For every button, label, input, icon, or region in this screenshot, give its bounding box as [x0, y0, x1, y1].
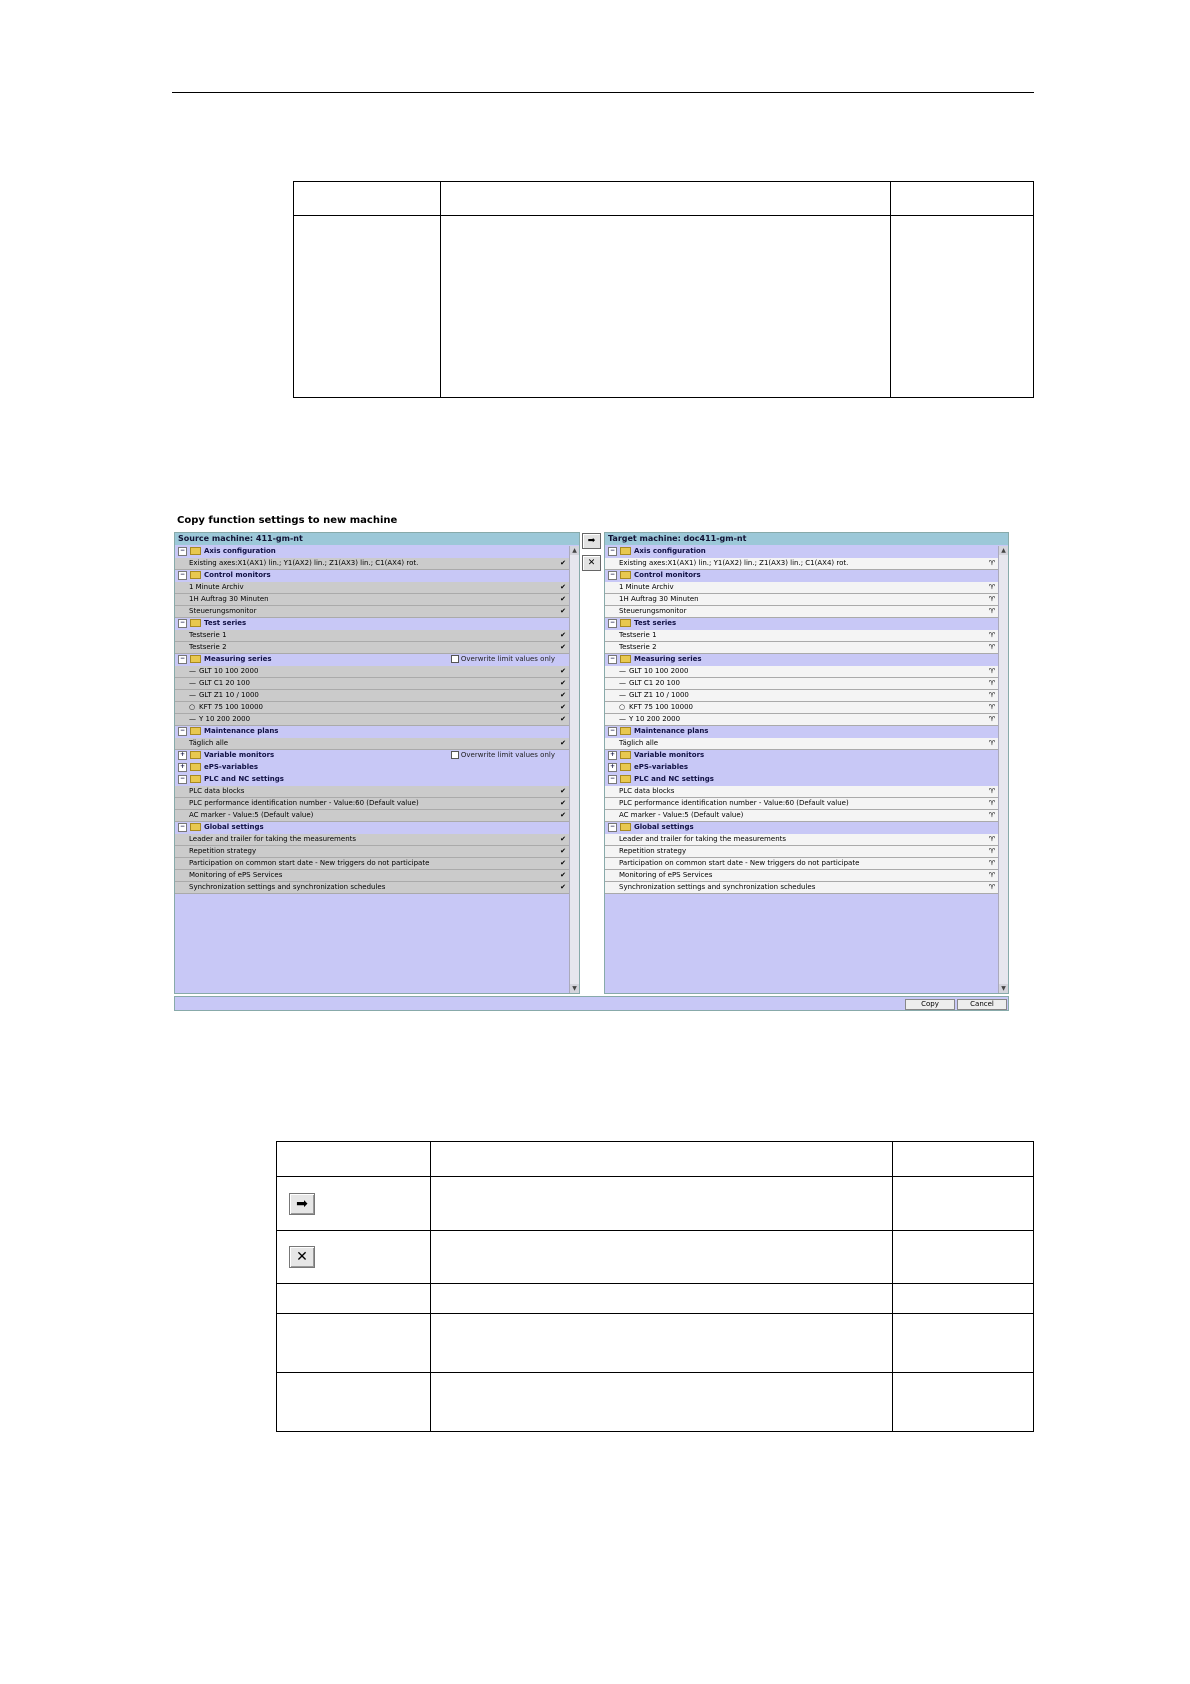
- line-series-icon: —: [619, 715, 626, 723]
- tree-item[interactable]: [605, 666, 998, 678]
- tree-group-label: Measuring series: [204, 655, 272, 663]
- tree-item[interactable]: [605, 858, 998, 870]
- tree-item-label: Synchronization settings and synchronization schedules: [619, 883, 816, 891]
- target-status-icon[interactable]: ♈: [988, 739, 995, 747]
- check-icon[interactable]: ✔: [560, 835, 566, 843]
- folder-icon: [190, 655, 201, 663]
- target-status-icon[interactable]: ♈: [988, 679, 995, 687]
- tree-item[interactable]: [605, 582, 998, 594]
- button-table-cell: [277, 1373, 431, 1432]
- tree-item[interactable]: [175, 630, 569, 642]
- tree-item[interactable]: [175, 714, 569, 726]
- tree-group-label: PLC and NC settings: [634, 775, 714, 783]
- check-icon[interactable]: ✔: [560, 847, 566, 855]
- check-icon[interactable]: ✔: [560, 787, 566, 795]
- collapse-icon[interactable]: −: [179, 546, 186, 554]
- tree-group-label: Global settings: [634, 823, 694, 831]
- target-status-icon[interactable]: ♈: [988, 631, 995, 639]
- tree-item-label: Leader and trailer for taking the measurements: [189, 835, 357, 843]
- scroll-down-icon[interactable]: ▼: [999, 984, 1008, 993]
- tree-item-label: GLT C1 20 100: [199, 679, 250, 687]
- target-tree: [605, 546, 998, 894]
- target-status-icon[interactable]: ♈: [988, 799, 995, 807]
- collapse-icon[interactable]: −: [609, 546, 616, 554]
- scroll-down-icon[interactable]: ▼: [570, 984, 579, 993]
- tree-item[interactable]: [175, 834, 569, 846]
- collapse-icon[interactable]: −: [179, 726, 186, 734]
- tree-item[interactable]: [605, 882, 998, 894]
- folder-icon: [620, 751, 631, 759]
- tree-item[interactable]: [605, 834, 998, 846]
- top-table-cell: [441, 216, 891, 398]
- target-status-icon[interactable]: ♈: [988, 787, 995, 795]
- target-status-icon[interactable]: ♈: [988, 835, 995, 843]
- checkbox-icon[interactable]: [451, 655, 459, 663]
- tree-group-label: Test series: [204, 619, 247, 627]
- tree-group[interactable]: [175, 762, 569, 774]
- target-status-icon[interactable]: ♈: [988, 643, 995, 651]
- source-scrollbar[interactable]: [569, 546, 579, 993]
- line-series-icon: —: [619, 667, 626, 675]
- dialog-title: Copy function settings to new machine: [177, 515, 398, 526]
- target-status-icon[interactable]: ♈: [988, 871, 995, 879]
- tree-item[interactable]: [175, 666, 569, 678]
- collapse-icon[interactable]: −: [609, 654, 616, 662]
- tree-item[interactable]: [175, 798, 569, 810]
- folder-icon: [620, 619, 631, 627]
- target-status-icon[interactable]: ♈: [988, 583, 995, 591]
- checkbox-icon[interactable]: [451, 751, 459, 759]
- tree-item[interactable]: [175, 594, 569, 606]
- tree-item-label: 1H Auftrag 30 Minuten: [189, 595, 269, 603]
- tree-item-label: GLT 10 100 2000: [629, 667, 689, 675]
- tree-group-label: Test series: [634, 619, 677, 627]
- arrow-right-icon: ➡: [289, 1193, 315, 1215]
- dialog-button-bar: [174, 996, 1009, 1011]
- expand-icon[interactable]: +: [179, 750, 186, 758]
- tree-group[interactable]: [175, 546, 569, 558]
- tree-group[interactable]: [605, 654, 998, 666]
- check-icon[interactable]: ✔: [560, 715, 566, 723]
- tree-item[interactable]: [175, 858, 569, 870]
- collapse-icon[interactable]: −: [179, 618, 186, 626]
- folder-icon: [190, 571, 201, 579]
- check-icon[interactable]: ✔: [560, 667, 566, 675]
- copy-settings-dialog: [173, 512, 1009, 1010]
- button-table-cell: [893, 1284, 1034, 1314]
- tree-item[interactable]: [175, 678, 569, 690]
- tree-item-label: GLT Z1 10 / 1000: [199, 691, 259, 699]
- top-table-header-2: [441, 182, 891, 216]
- tree-group[interactable]: [605, 570, 998, 582]
- button-table-cell: [431, 1231, 893, 1284]
- tree-item[interactable]: [605, 786, 998, 798]
- top-table-header-3: [891, 182, 1034, 216]
- tree-group[interactable]: [605, 726, 998, 738]
- tree-item[interactable]: [605, 558, 998, 570]
- tree-group-label: Measuring series: [634, 655, 702, 663]
- collapse-icon[interactable]: −: [609, 726, 616, 734]
- expand-icon[interactable]: +: [609, 762, 616, 770]
- folder-icon: [190, 547, 201, 555]
- overwrite-limit-label: Overwrite limit values only: [460, 655, 555, 663]
- tree-item[interactable]: [175, 558, 569, 570]
- tree-item[interactable]: [175, 786, 569, 798]
- tree-item[interactable]: [605, 738, 998, 750]
- tree-group-label: Control monitors: [204, 571, 271, 579]
- line-series-icon: —: [189, 691, 196, 699]
- tree-item[interactable]: [175, 738, 569, 750]
- top-table-header-1: [294, 182, 441, 216]
- folder-icon: [620, 775, 631, 783]
- tree-item-label: 1 Minute Archiv: [189, 583, 244, 591]
- collapse-icon[interactable]: −: [179, 774, 186, 782]
- copy-arrow-button[interactable]: ➡: [582, 533, 601, 549]
- collapse-icon[interactable]: −: [609, 570, 616, 578]
- tree-item[interactable]: [175, 690, 569, 702]
- target-pane: [604, 532, 1009, 994]
- tree-group[interactable]: [175, 750, 569, 762]
- folder-icon: [190, 823, 201, 831]
- line-series-icon: —: [189, 715, 196, 723]
- tree-item-label: Täglich alle: [189, 739, 229, 747]
- folder-icon: [190, 751, 201, 759]
- tree-group-label: Maintenance plans: [634, 727, 709, 735]
- button-table-cell: [893, 1231, 1034, 1284]
- overwrite-limit-checkbox[interactable]: [451, 750, 555, 761]
- circle-series-icon: ○: [619, 703, 626, 711]
- tree-group[interactable]: [605, 546, 998, 558]
- button-table-header-3: [893, 1142, 1034, 1177]
- target-status-icon[interactable]: ♈: [988, 847, 995, 855]
- folder-icon: [620, 571, 631, 579]
- tree-item-label: 1 Minute Archiv: [619, 583, 674, 591]
- scroll-up-icon[interactable]: ▲: [999, 546, 1008, 555]
- button-table: [276, 1141, 1034, 1432]
- tree-item-label: Steuerungsmonitor: [189, 607, 257, 615]
- tree-item-label: GLT C1 20 100: [629, 679, 680, 687]
- tree-item[interactable]: [175, 582, 569, 594]
- check-icon[interactable]: ✔: [560, 679, 566, 687]
- collapse-icon[interactable]: −: [179, 570, 186, 578]
- tree-item-label: Leader and trailer for taking the measurements: [619, 835, 787, 843]
- tree-group-label: Axis configuration: [204, 547, 276, 555]
- folder-icon: [190, 763, 201, 771]
- check-icon[interactable]: ✔: [560, 871, 566, 879]
- tree-item-label: AC marker - Value:5 (Default value): [619, 811, 744, 819]
- tree-item[interactable]: [605, 690, 998, 702]
- tree-item-label: PLC performance identification number - Value:60 (Default value): [189, 799, 419, 807]
- target-status-icon[interactable]: ♈: [988, 859, 995, 867]
- folder-icon: [190, 727, 201, 735]
- button-table-cell: [277, 1177, 431, 1231]
- header-rule: [172, 92, 1034, 93]
- tree-group[interactable]: [605, 822, 998, 834]
- check-icon[interactable]: ✔: [560, 607, 566, 615]
- tree-group-label: ePS-variables: [204, 763, 259, 771]
- tree-item-label: Y 10 200 2000: [199, 715, 251, 723]
- check-icon[interactable]: ✔: [560, 703, 566, 711]
- tree-group-label: Variable monitors: [204, 751, 275, 759]
- tree-item-label: Testserie 2: [189, 643, 227, 651]
- tree-item-label: Existing axes:X1(AX1) lin.; Y1(AX2) lin.; Z1(AX3) lin.; C1(AX4) rot.: [619, 559, 849, 567]
- button-table-cell: [893, 1314, 1034, 1373]
- expand-icon[interactable]: +: [609, 750, 616, 758]
- check-icon[interactable]: ✔: [560, 859, 566, 867]
- tree-item[interactable]: [605, 870, 998, 882]
- target-status-icon[interactable]: ♈: [988, 559, 995, 567]
- tree-item-label: Täglich alle: [619, 739, 659, 747]
- tree-item[interactable]: [605, 846, 998, 858]
- tree-item[interactable]: [175, 846, 569, 858]
- tree-item[interactable]: [605, 810, 998, 822]
- tree-item-label: Testserie 1: [619, 631, 657, 639]
- folder-icon: [620, 763, 631, 771]
- tree-item-label: 1H Auftrag 30 Minuten: [619, 595, 699, 603]
- tree-item[interactable]: [175, 810, 569, 822]
- tree-item[interactable]: [175, 642, 569, 654]
- button-table-cell: [893, 1177, 1034, 1231]
- tree-item-label: Steuerungsmonitor: [619, 607, 687, 615]
- button-table-cell: [277, 1284, 431, 1314]
- source-header: Source machine: 411-gm-nt: [175, 533, 579, 545]
- folder-icon: [620, 547, 631, 555]
- line-series-icon: —: [619, 691, 626, 699]
- check-icon[interactable]: ✔: [560, 883, 566, 891]
- button-table-cell: [431, 1373, 893, 1432]
- tree-item-label: KFT 75 100 10000: [629, 703, 693, 711]
- target-status-icon[interactable]: ♈: [988, 883, 995, 891]
- button-table-cell: [431, 1314, 893, 1373]
- circle-series-icon: ○: [189, 703, 196, 711]
- tree-item[interactable]: [605, 798, 998, 810]
- tree-item-label: Participation on common start date - New triggers do not participate: [189, 859, 430, 867]
- line-series-icon: —: [189, 679, 196, 687]
- tree-item[interactable]: [175, 606, 569, 618]
- top-table: [293, 181, 1034, 398]
- tree-group-label: ePS-variables: [634, 763, 689, 771]
- tree-group[interactable]: [605, 618, 998, 630]
- tree-group[interactable]: [175, 726, 569, 738]
- tree-item-label: AC marker - Value:5 (Default value): [189, 811, 314, 819]
- button-table-cell: [893, 1373, 1034, 1432]
- tree-item-label: Participation on common start date - New triggers do not participate: [619, 859, 860, 867]
- tree-item-label: PLC data blocks: [189, 787, 245, 795]
- top-table-cell: [294, 216, 441, 398]
- collapse-icon[interactable]: −: [609, 774, 616, 782]
- button-table-cell: [277, 1314, 431, 1373]
- tree-item-label: Monitoring of ePS Services: [189, 871, 283, 879]
- source-tree: [175, 546, 569, 894]
- tree-group[interactable]: [605, 762, 998, 774]
- scroll-up-icon[interactable]: ▲: [570, 546, 579, 555]
- tree-item-label: Y 10 200 2000: [629, 715, 681, 723]
- overwrite-limit-label: Overwrite limit values only: [460, 751, 555, 759]
- button-table-header-1: [277, 1142, 431, 1177]
- tree-item[interactable]: [605, 606, 998, 618]
- tree-group[interactable]: [175, 618, 569, 630]
- top-table-cell: [891, 216, 1034, 398]
- folder-icon: [190, 619, 201, 627]
- tree-item[interactable]: [175, 870, 569, 882]
- tree-group[interactable]: [605, 774, 998, 786]
- collapse-icon[interactable]: −: [609, 822, 616, 830]
- expand-icon[interactable]: +: [179, 762, 186, 770]
- target-status-icon[interactable]: ♈: [988, 607, 995, 615]
- collapse-icon[interactable]: −: [179, 654, 186, 662]
- tree-item[interactable]: [605, 702, 998, 714]
- tree-group-label: Maintenance plans: [204, 727, 279, 735]
- tree-group-label: Axis configuration: [634, 547, 706, 555]
- check-icon[interactable]: ✔: [560, 595, 566, 603]
- check-icon[interactable]: ✔: [560, 643, 566, 651]
- tree-group-label: PLC and NC settings: [204, 775, 284, 783]
- target-status-icon[interactable]: ♈: [988, 691, 995, 699]
- collapse-icon[interactable]: −: [609, 618, 616, 626]
- tree-group-label: Global settings: [204, 823, 264, 831]
- check-icon[interactable]: ✔: [560, 691, 566, 699]
- line-series-icon: —: [619, 679, 626, 687]
- folder-icon: [190, 775, 201, 783]
- check-icon[interactable]: ✔: [560, 811, 566, 819]
- folder-icon: [620, 727, 631, 735]
- folder-icon: [620, 655, 631, 663]
- button-table-cell: [277, 1231, 431, 1284]
- tree-group[interactable]: [175, 654, 569, 666]
- tree-group[interactable]: [605, 750, 998, 762]
- tree-item[interactable]: [605, 594, 998, 606]
- tree-group[interactable]: [175, 774, 569, 786]
- target-header: Target machine: doc411-gm-nt: [605, 533, 1008, 545]
- tree-group[interactable]: [175, 822, 569, 834]
- tree-item-label: GLT Z1 10 / 1000: [629, 691, 689, 699]
- cancel-button[interactable]: Cancel: [957, 999, 1007, 1010]
- tree-item[interactable]: [605, 642, 998, 654]
- tree-item[interactable]: [605, 714, 998, 726]
- target-status-icon[interactable]: ♈: [988, 703, 995, 711]
- check-icon[interactable]: ✔: [560, 559, 566, 567]
- check-icon[interactable]: ✔: [560, 739, 566, 747]
- tree-group-label: Control monitors: [634, 571, 701, 579]
- tree-group[interactable]: [175, 570, 569, 582]
- target-status-icon[interactable]: ♈: [988, 715, 995, 723]
- tree-item-label: Repetition strategy: [189, 847, 257, 855]
- button-table-cell: [431, 1177, 893, 1231]
- tree-item-label: Repetition strategy: [619, 847, 687, 855]
- tree-item-label: KFT 75 100 10000: [199, 703, 263, 711]
- clear-button[interactable]: ✕: [582, 555, 601, 571]
- tree-item-label: Testserie 1: [189, 631, 227, 639]
- tree-item-label: PLC performance identification number - Value:60 (Default value): [619, 799, 849, 807]
- button-table-cell: [431, 1284, 893, 1314]
- tree-item-label: PLC data blocks: [619, 787, 675, 795]
- source-pane: [174, 532, 580, 994]
- folder-icon: [620, 823, 631, 831]
- target-status-icon[interactable]: ♈: [988, 811, 995, 819]
- tree-item-label: Monitoring of ePS Services: [619, 871, 713, 879]
- target-status-icon[interactable]: ♈: [988, 667, 995, 675]
- tree-item-label: GLT 10 100 2000: [199, 667, 259, 675]
- tree-item[interactable]: [605, 678, 998, 690]
- tree-item-label: Existing axes:X1(AX1) lin.; Y1(AX2) lin.; Z1(AX3) lin.; C1(AX4) rot.: [189, 559, 419, 567]
- check-icon[interactable]: ✔: [560, 583, 566, 591]
- tree-item-label: Synchronization settings and synchronization schedules: [189, 883, 386, 891]
- line-series-icon: —: [189, 667, 196, 675]
- tree-item[interactable]: [605, 630, 998, 642]
- copy-button[interactable]: Copy: [905, 999, 955, 1010]
- tree-group-label: Variable monitors: [634, 751, 705, 759]
- check-icon[interactable]: ✔: [560, 631, 566, 639]
- tree-item[interactable]: [175, 882, 569, 894]
- target-status-icon[interactable]: ♈: [988, 595, 995, 603]
- tree-item[interactable]: [175, 702, 569, 714]
- target-scrollbar[interactable]: [998, 546, 1008, 993]
- button-table-header-2: [431, 1142, 893, 1177]
- tree-item-label: Testserie 2: [619, 643, 657, 651]
- check-icon[interactable]: ✔: [560, 799, 566, 807]
- collapse-icon[interactable]: −: [179, 822, 186, 830]
- overwrite-limit-checkbox[interactable]: [451, 654, 555, 665]
- close-icon: ✕: [289, 1246, 315, 1268]
